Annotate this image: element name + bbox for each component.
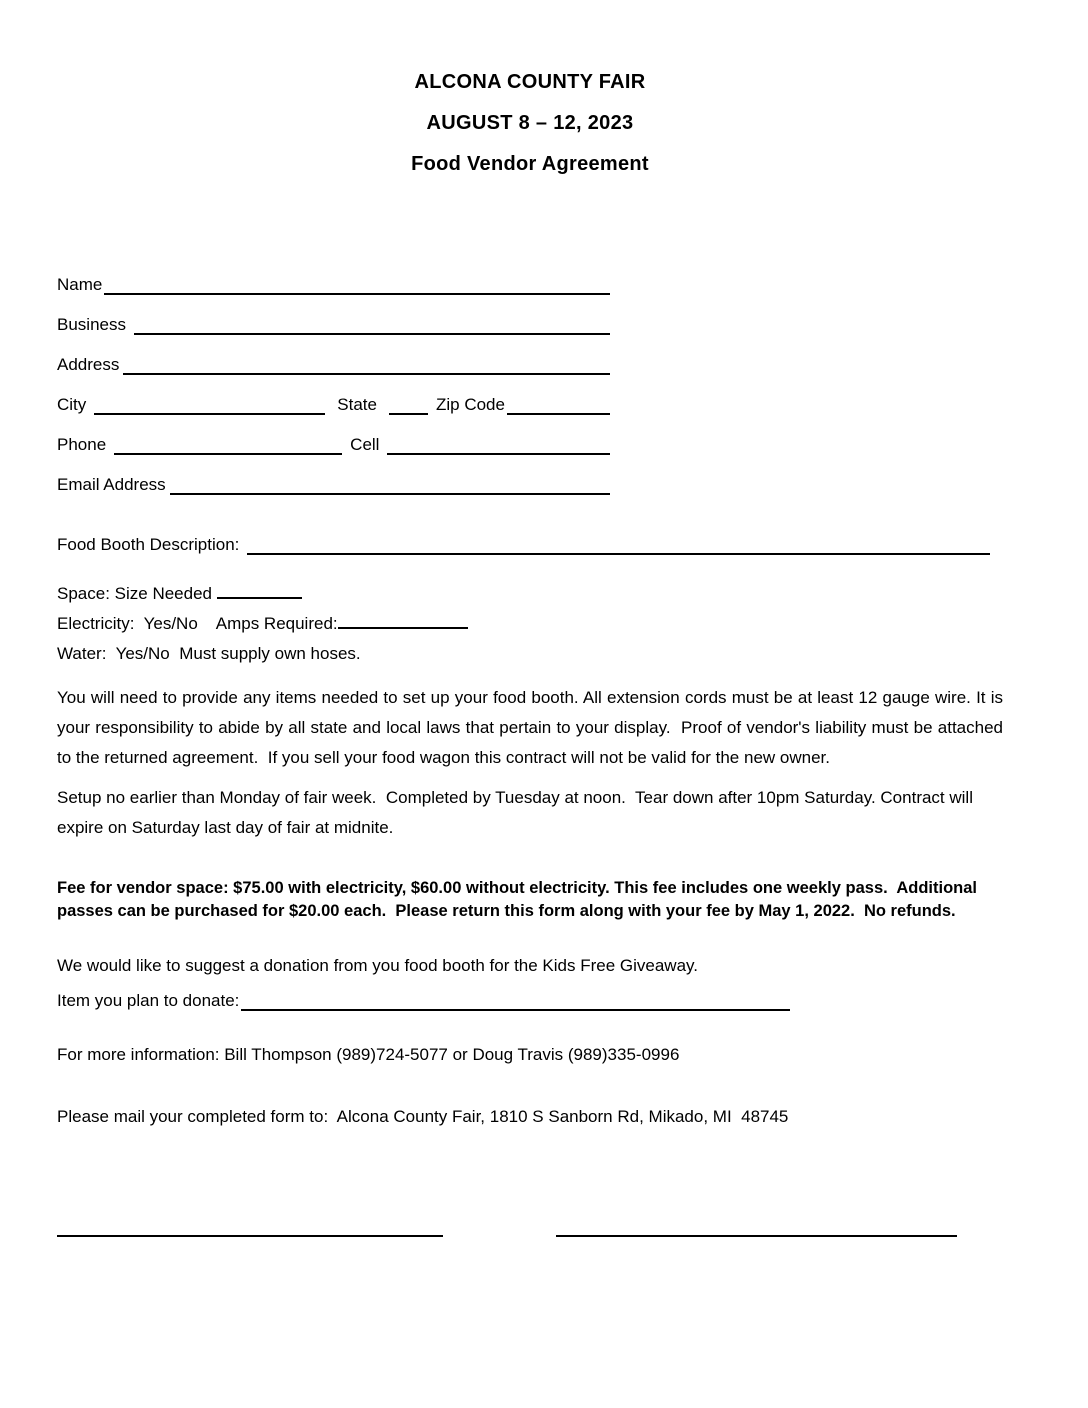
zip-code-blank-line [507,391,610,415]
cell-label: Cell [350,435,380,454]
address-field-row [57,335,610,375]
space-size-label: Space: Size Needed [57,584,217,603]
signature-section [57,1215,1003,1237]
space-size-line [57,579,1003,609]
donation-suggestion-line: We would like to suggest a donation from you food booth for the Kids Free Giveaway. [57,956,699,975]
fee-paragraph: Fee for vendor space: $75.00 with electricity, $60.00 without electricity. This fee includes one weekly pass. Additional passes can be purchased for $20.00 each. Please return this form along with your fee by May 1, 2022. No refunds. [57,879,982,920]
amps-required-blank-line [338,613,468,629]
page-title: ALCONA COUNTY FAIR [414,71,646,93]
state-blank-line [389,391,428,415]
city-state-zip-row [57,375,610,415]
electricity-label: Electricity: Yes/No Amps Required: [57,614,338,633]
donation-item-blank-line [241,987,790,1011]
donation-item-label: Item you plan to donate: [57,991,240,1010]
cell-blank-line [387,431,610,455]
name-field-row [57,255,610,295]
contact-form-section [57,255,1003,555]
water-label: Water: Yes/No Must supply own hoses. [57,644,361,663]
zip-code-label: Zip Code [435,395,505,414]
more-information-line: For more information: Bill Thompson (989)724-5077 or Doug Travis (989)335-0996 [57,1045,680,1064]
city-label: City [57,395,87,414]
food-booth-description-label: Food Booth Description: [57,535,240,554]
water-line [57,639,1003,669]
email-label: Email Address [57,475,166,494]
space-size-blank-line [217,583,302,599]
email-blank-line [170,471,610,495]
phone-cell-row [57,415,610,455]
signature-line-right [556,1215,957,1237]
electricity-line [57,609,1003,639]
food-booth-description-row [57,515,990,555]
address-label: Address [57,355,120,374]
utilities-section [57,579,1003,669]
food-booth-description-blank-line [247,531,990,555]
business-field-row [57,295,610,335]
signature-line-left [57,1215,443,1237]
setup-schedule-paragraph: Setup no earlier than Monday of fair week. Completed by Tuesday at noon. Tear down after 10pm Saturday. Contract will expire on Saturday last day of fair at midnite. [57,788,978,837]
name-blank-line [104,271,610,295]
page-subtitle-dates: AUGUST 8 – 12, 2023 [426,112,634,134]
booth-requirements-paragraph: You will need to provide any items needed to set up your food booth. All extension cords must be at least 12 gauge wire. It is your responsibility to abide by all state and local laws that pertain to your display. Proof of vendor's liability must be attached to the returned agreement. If you sell your food wagon this contract will not be valid for the new owner. [57,688,1008,767]
page-subtitle-agreement: Food Vendor Agreement [411,153,649,175]
email-field-row [57,455,610,495]
mailing-address-line: Please mail your completed form to: Alcona County Fair, 1810 S Sanborn Rd, Mikado, MI 48745 [57,1107,789,1126]
city-blank-line [94,391,325,415]
name-label: Name [57,275,103,294]
title-block [57,62,1003,185]
business-blank-line [134,311,610,335]
business-label: Business [57,315,126,334]
phone-blank-line [114,431,342,455]
donation-item-row [57,981,790,1011]
donation-section [57,951,1003,1011]
address-blank-line [123,351,610,375]
state-label: State [337,395,377,414]
phone-label: Phone [57,435,107,454]
